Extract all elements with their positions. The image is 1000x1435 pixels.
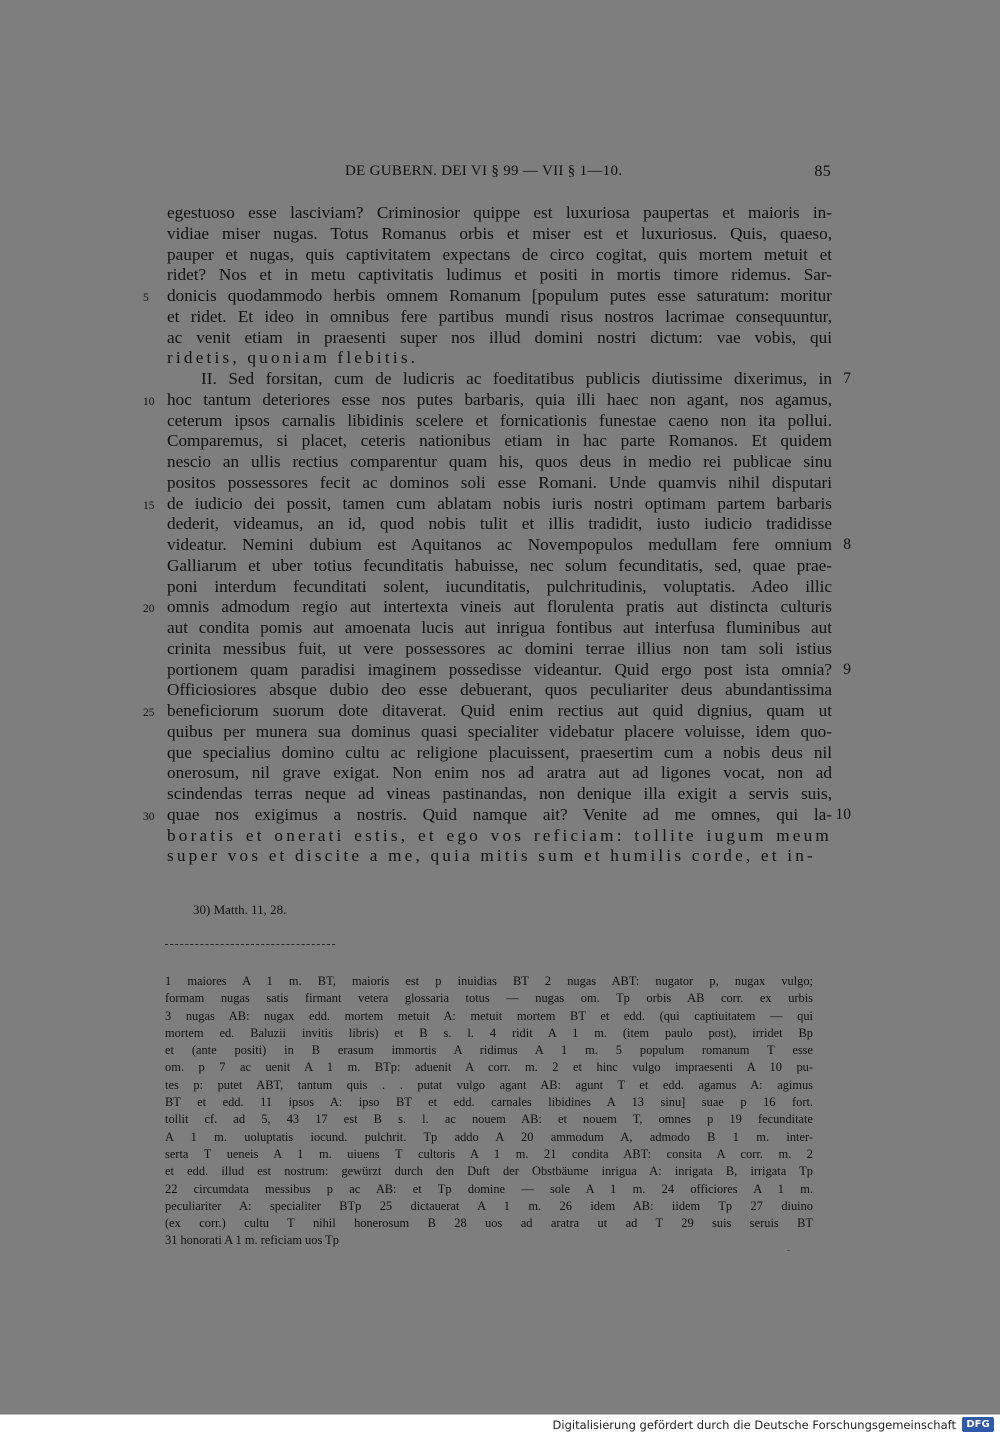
line-text: omnis admodum regio aut intertexta vineis aut florulenta pratis aut distincta culturis: [167, 597, 832, 617]
text-line: [167, 556, 832, 577]
text-line: [167, 328, 832, 349]
text-line: [167, 224, 832, 245]
apparatus-line: A 1 m. uoluptatis iocund. pulchrit. Tp addo A 20 ammodum A, admodo B 1 m. inter-: [165, 1129, 813, 1144]
dfg-footer-bar: [0, 1414, 1000, 1435]
apparatus-line: et (ante positi) in B erasum immortis A ridimus A 1 m. 5 populum romanum T esse: [165, 1043, 813, 1058]
line-text: quibus per munera sua dominus quasi specialiter videbatur placere voluisse, idem quo-: [167, 721, 832, 741]
apparatus-line: BT et edd. 11 ipsos A: ipso BT et edd. carnales libidines A 13 sinu] suae p 16 fort.: [165, 1095, 813, 1110]
text-line: [167, 763, 832, 784]
text-line: [143, 286, 832, 307]
line-text: boratis et onerati estis, et ego vos reficiam: tollite iugum meum: [167, 825, 832, 845]
section-number: 7: [843, 370, 851, 387]
section-number: 9: [843, 660, 851, 678]
line-number: 10: [143, 395, 155, 408]
scan-speck: [787, 1250, 790, 1251]
line-text: hoc tantum deteriores esse nos putes barbaris, quia illi haec non agant, nos agamus,: [167, 389, 832, 409]
line-text: ac venit etiam in praesenti super nos illud domini nostri dictum: vae vobis, qui: [167, 327, 832, 347]
main-text: [143, 203, 851, 867]
text-line: [167, 514, 832, 535]
dfg-credit: Digitalisierung gefördert durch die Deutsche Forschungsgemeinschaft: [552, 1418, 956, 1432]
apparatus-line: peculiariter A: specialiter BTp 25 dictauerat A 1 m. 26 idem AB: iidem Tp 27 diuino: [165, 1198, 813, 1213]
apparatus-line: 1 maiores A 1 m. BT, maioris est p inuidias BT 2 nugas ABT: nugator p, nugax vulgo;: [165, 974, 813, 988]
apparatus-line: formam nugas satis firmant vetera glossaria totus — nugas om. Tp orbis AB corr. ex urbis: [165, 991, 813, 1006]
section-number: 10: [835, 805, 851, 823]
line-text: poni interdum fecunditati solent, iucunditatis, pulchritudinis, voluptatis. Adeo illic: [167, 576, 832, 596]
line-text: aut condita pomis aut amoenata lucis aut inrigua fontibus aut interfusa fluminibus aut: [167, 618, 832, 637]
line-text: nescio an ullis rectius comparentur quam his, quos deus in medio rei publicae sinu: [167, 452, 832, 471]
text-line: [167, 452, 832, 473]
line-text: portionem quam paradisi imaginem possedisse videantur. Quid ergo post ista omnia?: [167, 659, 832, 679]
line-text: II. Sed forsitan, cum de ludicris ac foeditatibus publicis diutissime dixerimus, in: [201, 369, 832, 388]
text-line: [167, 846, 832, 867]
running-header: [345, 163, 835, 187]
apparatus-line: (ex corr.) cultu T nihil honerosum B 28 uos ad aratra ut ad T 29 suis seruis BT: [165, 1216, 813, 1231]
section-number: 8: [843, 536, 851, 553]
line-text: vidiae miser nugas. Totus Romanus orbis et miser est et luxuriosus. Quis, quaeso,: [167, 223, 832, 243]
dfg-logo-icon[interactable]: DFG: [962, 1417, 994, 1432]
apparatus-line: 31 honorati A 1 m. reficiam uos Tp: [165, 1233, 339, 1248]
line-text: crinita messibus fuit, ut vere possessores ac domini terrae illius non tam soli istius: [167, 638, 832, 658]
text-line: [143, 597, 832, 618]
line-text: donicis quodammodo herbis omnem Romanum [populum putes esse saturatum: moritur: [167, 286, 832, 305]
text-line: [167, 431, 832, 452]
text-line: [167, 307, 832, 328]
text-line: [143, 493, 832, 515]
text-line: [143, 804, 851, 826]
apparatus-line: mortem ed. Baluzii invitis libris) et B s. l. 4 ridit A 1 m. (item paulo post), irridet Bp: [165, 1025, 813, 1040]
biblical-footnote: 30) Matth. 11, 28.: [193, 902, 287, 917]
line-text: scindendas terras neque ad vineas pastinandas, non denique illa exigit a servis suis,: [167, 784, 832, 803]
text-line: [167, 743, 832, 764]
line-text: ceterum ipsos carnalis libidinis scelere et fornicationis funestae caeno non ita pollui.: [167, 410, 832, 430]
text-line: [167, 618, 832, 639]
footnote-divider: [165, 944, 335, 945]
running-title: DE GUBERN. DEI VI § 99 — VII § 1—10.: [345, 163, 623, 179]
page-number: 85: [814, 163, 831, 180]
text-line: [167, 639, 832, 660]
apparatus-line: serta T ueneis A 1 m. uiuens T cultoris A 1 m. 21 condita ABT: consita A corr. m. 2: [165, 1146, 813, 1161]
line-text: egestuoso esse lasciviam? Criminosior quippe est luxuriosa paupertas et maioris in-: [167, 203, 832, 222]
line-text: super vos et discite a me, quia mitis sum et humilis corde, et in-: [167, 846, 816, 866]
text-line: [167, 411, 832, 432]
text-line: [143, 389, 832, 411]
text-line: [167, 369, 851, 390]
line-text: que specialius domino cultu ac religione placuissent, praesertim cum a nobis deus nil: [167, 742, 832, 762]
text-line: [167, 265, 832, 286]
apparatus-line: tollit cf. ad 5, 43 17 est B s. l. ac nouem AB: et nouem T, omnes p 19 fecunditate: [165, 1112, 813, 1127]
line-text: quae nos exigimus a nostris. Quid namque ait? Venite ad me omnes, qui la-: [167, 804, 832, 824]
line-number: 15: [143, 499, 155, 512]
apparatus-line: 22 circumdata messibus p ac AB: et Tp domine — sole A 1 m. 24 officiores A 1 m.: [165, 1181, 813, 1196]
line-number: 25: [143, 707, 155, 719]
text-line: [167, 348, 832, 369]
line-text: Comparemus, si placet, ceteris nationibus etiam in hac parte Romanos. Et quidem: [167, 431, 832, 451]
line-number: 20: [143, 603, 155, 616]
apparatus-line: 3 nugas AB: nugax edd. mortem metuit A: metuit mortem BT et edd. (qui captiuitatem — qui: [165, 1008, 813, 1023]
line-number: 5: [143, 292, 149, 304]
line-number: 30: [143, 810, 155, 823]
text-line: [167, 203, 832, 224]
line-text: Galliarum et uber totius fecunditatis habuisse, nec solum fecunditatis, sed, quae prae-: [167, 555, 832, 575]
text-line: [143, 701, 832, 722]
text-line: [167, 473, 832, 494]
line-text: videatur. Nemini dubium est Aquitanos ac Novempopulos medullam fere omnium: [167, 535, 832, 554]
line-text: dederit, videamus, an id, quod nobis tulit et illis tradidit, iusto iudicio tradidisse: [167, 514, 832, 534]
text-line: [167, 245, 832, 266]
line-text: beneficiorum suorum dote ditaverat. Quid enim rectius aut quid dignius, quam ut: [167, 701, 832, 720]
text-line: [167, 826, 832, 847]
critical-apparatus: [165, 973, 813, 1250]
line-text: et ridet. Et ideo in omnibus fere partibus mundi risus nostros lacrimae consequuntur,: [167, 306, 832, 326]
text-line: [167, 659, 851, 681]
line-text: ridetis, quoniam flebitis.: [167, 348, 419, 368]
line-text: onerosum, nil grave exigat. Non enim nos ad aratra aut ad ligones vocat, non ad: [167, 763, 832, 783]
line-text: de iudicio dei possit, tamen cum ablatam nobis iuris nostri optimam partem barbaris: [167, 493, 832, 513]
apparatus-line: om. p 7 ac uenit A 1 m. BTp: aduenit A corr. m. 2 et hinc vulgo impraesenti A 10 pu-: [165, 1060, 813, 1075]
text-line: [167, 535, 851, 556]
line-text: positos possessores fecit ac dominos soli esse Romani. Unde quamvis nihil disputari: [167, 472, 832, 492]
text-line: [167, 680, 832, 701]
apparatus-line: tes p: putet ABT, tantum quis . . putat vulgo agant AB: agunt T et edd. agamus A: agimus: [165, 1077, 813, 1092]
text-line: [167, 577, 832, 598]
text-line: [167, 722, 832, 743]
line-text: Officiosiores absque dubio deo esse debuerant, quos peculiariter deus abundantissima: [167, 680, 832, 700]
line-text: pauper et nugas, quis captivitatem expectans de circo cogitat, quis mortem metuit et: [167, 244, 832, 264]
line-text: ridet? Nos et in metu captivitatis ludimus et positi in mortis timore ridemus. Sar-: [167, 265, 832, 285]
apparatus-line: et edd. illud est nostrum: gewürzt durch den Duft der Obstbäume inrigua A: inrigata B, irrigata Tp: [165, 1164, 813, 1179]
text-line: [167, 784, 832, 805]
